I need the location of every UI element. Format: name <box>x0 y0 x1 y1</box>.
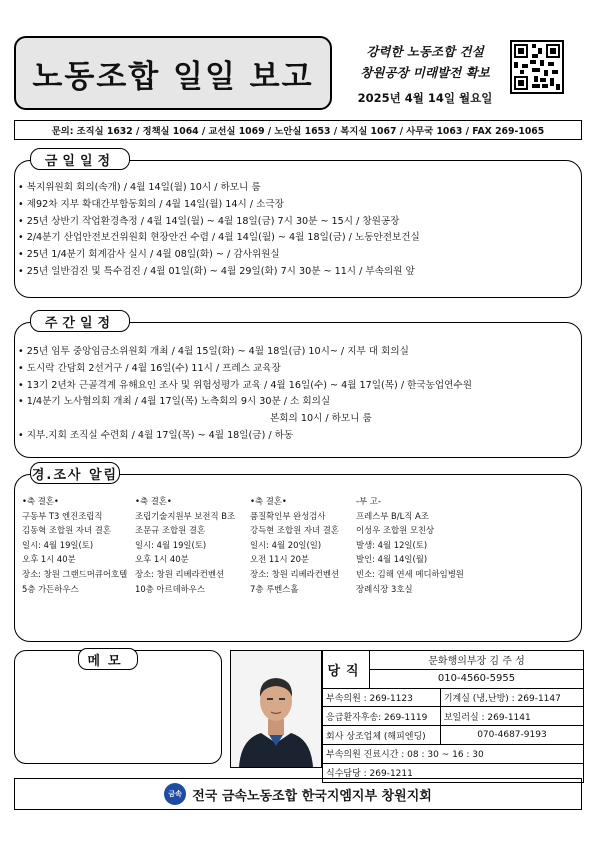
news-line: 김동혁 조합원 자녀 결혼 <box>22 525 111 536</box>
news-line: 7층 루벤스홀 <box>250 583 299 594</box>
news-line: 장소: 창원 리베라컨벤션 <box>135 568 225 579</box>
list-item: • 25년 임투 중앙임금소위원회 개최 / 4월 15일(화) ~ 4월 18일(금) 10시~ / 지부 대 회의실 <box>18 344 472 361</box>
duty-cell: 부속의원 : 269-1123 <box>323 688 441 707</box>
list-item: • 25년 1/4분기 회계감사 실시 / 4월 08일(화) ~ / 감사위원실 <box>18 247 420 264</box>
list-item: • 복지위원회 회의(속개) / 4월 14일(월) 10시 / 하모니 룸 <box>18 180 420 197</box>
news-column-1 <box>22 494 127 596</box>
news-column-3 <box>250 494 339 596</box>
footer-text: 전국 금속노동조합 한국지엠지부 창원지회 <box>192 788 432 804</box>
news-line: 오전 11시 20분 <box>250 554 309 565</box>
news-line: 구동부 T3 엔진조립직 <box>22 510 103 521</box>
today-list <box>18 180 420 281</box>
page-title: 노동조합 일일 보고 <box>32 58 314 95</box>
news-line: 장례식장 3호실 <box>356 583 413 594</box>
duty-cell: 기계실 (냉,난방) : 269-1147 <box>440 688 583 707</box>
weekly-list <box>18 344 472 445</box>
news-line: 일시: 4월 19일(토) <box>22 539 94 550</box>
footer-bar <box>14 778 582 810</box>
slogan-line-1: 강력한 노동조합 건설 <box>366 44 484 59</box>
duty-cell: 070-4687-9193 <box>440 726 583 745</box>
list-item-continuation: 본회의 10시 / 하모니 룸 <box>270 413 372 425</box>
slogan-line-2: 창원공장 미래발전 확보 <box>360 65 490 80</box>
news-line: 품질확인부 완성검사 <box>250 510 326 521</box>
news-line: 일시: 4월 20일(일) <box>250 539 322 550</box>
news-line: 빈소: 김해 연세 메디하임병원 <box>356 568 464 579</box>
duty-cell: 회사 상조업체 (해피엔딩) <box>323 726 441 745</box>
news-column-2 <box>135 494 235 596</box>
list-item: • 지부.지회 조직실 수련회 / 4월 17일(목) ~ 4월 18일(금) / 하동 <box>18 428 472 445</box>
news-line: 일시: 4월 19일(토) <box>135 539 207 550</box>
news-line: 10층 아르데하우스 <box>135 583 205 594</box>
qr-code-icon[interactable] <box>510 40 564 94</box>
title-box <box>14 36 332 110</box>
news-line: 장소: 창원 리베라컨벤션 <box>250 568 340 579</box>
news-line: 강득현 조합원 자녀 결혼 <box>250 525 339 536</box>
news-line: 장소: 창원 그랜드머큐어호텔 <box>22 568 128 579</box>
report-date: 2025년 4월 14일 월요일 <box>357 91 493 105</box>
news-title: 경.조사 알림 <box>30 462 120 484</box>
news-line: 5층 가든하우스 <box>22 583 79 594</box>
list-item: • 도시락 간담회 2선거구 / 4월 16일(수) 11시 / 프레스 교육장 <box>18 361 472 378</box>
union-logo-icon: 금속 <box>164 783 186 805</box>
news-heading: •축 결혼• <box>250 496 287 506</box>
news-line: 이성우 조합원 모친상 <box>356 525 435 536</box>
person-photo-icon <box>230 650 322 768</box>
memo-title: 메모 <box>78 648 138 670</box>
duty-phone: 010-4560-5955 <box>370 669 584 688</box>
list-item: • 13기 2년차 근골격계 유해요인 조사 및 위험성평가 교육 / 4월 16일(수) ~ 4월 17일(목) / 한국농업연수원 <box>18 378 472 395</box>
duty-table <box>322 650 584 783</box>
news-heading: -부 고- <box>356 496 381 506</box>
news-line: 오후 1시 40분 <box>22 554 76 565</box>
news-line: 조립기술지원부 보전직 B조 <box>135 510 236 521</box>
news-line: 발생: 4월 12일(토) <box>356 539 428 550</box>
news-heading: •축 결혼• <box>22 496 59 506</box>
duty-cell: 식수담당 : 269-1211 <box>323 763 584 782</box>
news-line: 프레스부 B/L직 A조 <box>356 510 429 521</box>
contact-bar: 문의: 조직실 1632 / 정책실 1064 / 교선실 1069 / 노안실 1653 / 복지실 1067 / 사무국 1063 / FAX 269-1065 <box>14 120 582 140</box>
news-heading: •축 결혼• <box>135 496 172 506</box>
weekly-title: 주간일정 <box>30 310 130 332</box>
news-line: 발인: 4월 14일(월) <box>356 554 428 565</box>
news-line: 오후 1시 40분 <box>135 554 189 565</box>
duty-cell: 응급환자후송: 269-1119 <box>323 707 441 726</box>
today-title: 금일일정 <box>30 148 130 170</box>
duty-cell: 부속의원 진료시간 : 08 : 30 ~ 16 : 30 <box>323 744 584 763</box>
list-item: • 2/4분기 산업안전보건위원회 현장안건 수렴 / 4월 14일(월) ~ 4월 18일(금) / 노동안전보건실 <box>18 230 420 247</box>
list-item: • 1/4분기 노사협의회 개최 / 4월 17일(목) 노측회의 9시 30분 / 소 회의실 <box>18 394 472 411</box>
duty-person: 문화행의부장 김 주 성 <box>370 651 584 670</box>
news-column-4 <box>356 494 464 596</box>
duty-cell: 보일러실 : 269-1141 <box>440 707 583 726</box>
list-item: • 25년 일반검진 및 특수검진 / 4월 01일(화) ~ 4월 29일(화) 7시 30분 ~ 11시 / 부속의원 앞 <box>18 264 420 281</box>
news-line: 조문규 조합원 결혼 <box>135 525 206 536</box>
list-item: • 제92차 지부 확대간부합동회의 / 4월 14일(월) 14시 / 소극장 <box>18 197 420 214</box>
duty-label: 당직 <box>323 651 370 689</box>
list-item: • 25년 상반기 작업환경측정 / 4월 14일(월) ~ 4월 18일(금) 7시 30분 ~ 15시 / 창원공장 <box>18 214 420 231</box>
